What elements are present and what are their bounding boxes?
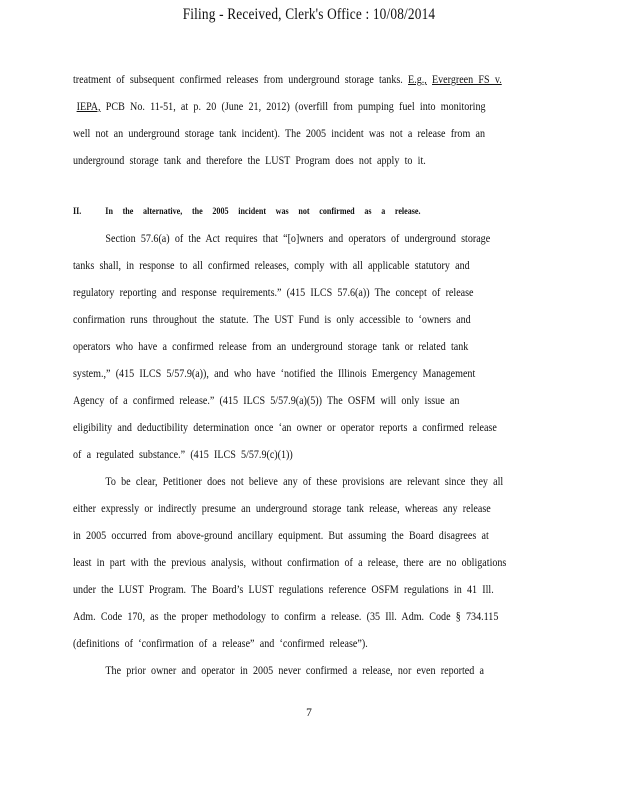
section-heading (73, 204, 474, 231)
text-line: of a regulated substance.” (415 ILCS 5/57.9(c)(1)) (73, 449, 293, 461)
text-segment: treatment of subsequent confirmed releases from underground storage tanks. (73, 74, 403, 86)
text-line (73, 72, 502, 99)
text-line: eligibility and deductibility determination once ‘an owner or operator reports a confirmed release (73, 422, 497, 434)
text-line: Adm. Code 170, as the proper methodology to confirm a release. (35 Ill. Adm. Code § 734.115 (73, 611, 499, 623)
case-citation: Evergreen FS v. (432, 74, 502, 86)
text-line: well not an underground storage tank incident). The 2005 incident was not a release from an (73, 128, 486, 140)
page-number: 7 (306, 707, 312, 719)
text-line: either expressly or indirectly presume an underground storage tank release, whereas any release (73, 503, 491, 515)
text-line: regulatory reporting and response requirements.” (415 ILCS 57.6(a)) The concept of release (73, 287, 474, 299)
text-line: confirmation runs throughout the statute. The UST Fund is only accessible to ‘owners and (73, 314, 471, 326)
text-line: The prior owner and operator in 2005 never confirmed a release, nor even reported a (105, 665, 484, 677)
case-citation: IEPA, (76, 101, 101, 113)
text-line: least in part with the previous analysis, without confirmation of a release, there are no obligations (73, 557, 507, 569)
filing-header: Filing - Received, Clerk's Office : 10/08/2014 (182, 6, 436, 23)
text-line: underground storage tank and therefore the LUST Program does not apply to it. (73, 155, 426, 167)
text-line: tanks shall, in response to all confirmed releases, comply with all applicable statutory and (73, 260, 470, 272)
citation-signal: E.g., (408, 74, 427, 86)
text-line: (definitions of ‘confirmation of a release” and ‘confirmed release”). (73, 638, 368, 650)
text-line: Section 57.6(a) of the Act requires that “[o]wners and operators of underground storage (105, 233, 491, 245)
section-title: In the alternative, the 2005 incident was not confirmed as a release. (105, 207, 421, 217)
text-line: system.,” (415 ILCS 5/57.9(a)), and who have ‘notified the Illinois Emergency Management (73, 368, 476, 380)
text-line: in 2005 occurred from above-ground ancillary equipment. But assuming the Board disagrees at (73, 530, 489, 542)
document-body (73, 72, 545, 690)
text-line: To be clear, Petitioner does not believe any of these provisions are relevant since they all (105, 476, 504, 488)
section-number: II. (73, 207, 82, 217)
text-line (73, 99, 498, 126)
text-line: Agency of a confirmed release.” (415 ILCS 5/57.9(a)(5)) The OSFM will only issue an (73, 395, 460, 407)
text-line: under the LUST Program. The Board’s LUST regulations reference OSFM regulations in 41 Ill. (73, 584, 494, 596)
text-segment: PCB No. 11-51, at p. 20 (June 21, 2012) (overfill from pumping fuel into monitoring (105, 101, 486, 113)
text-line: operators who have a confirmed release from an underground storage tank or related tank (73, 341, 469, 353)
